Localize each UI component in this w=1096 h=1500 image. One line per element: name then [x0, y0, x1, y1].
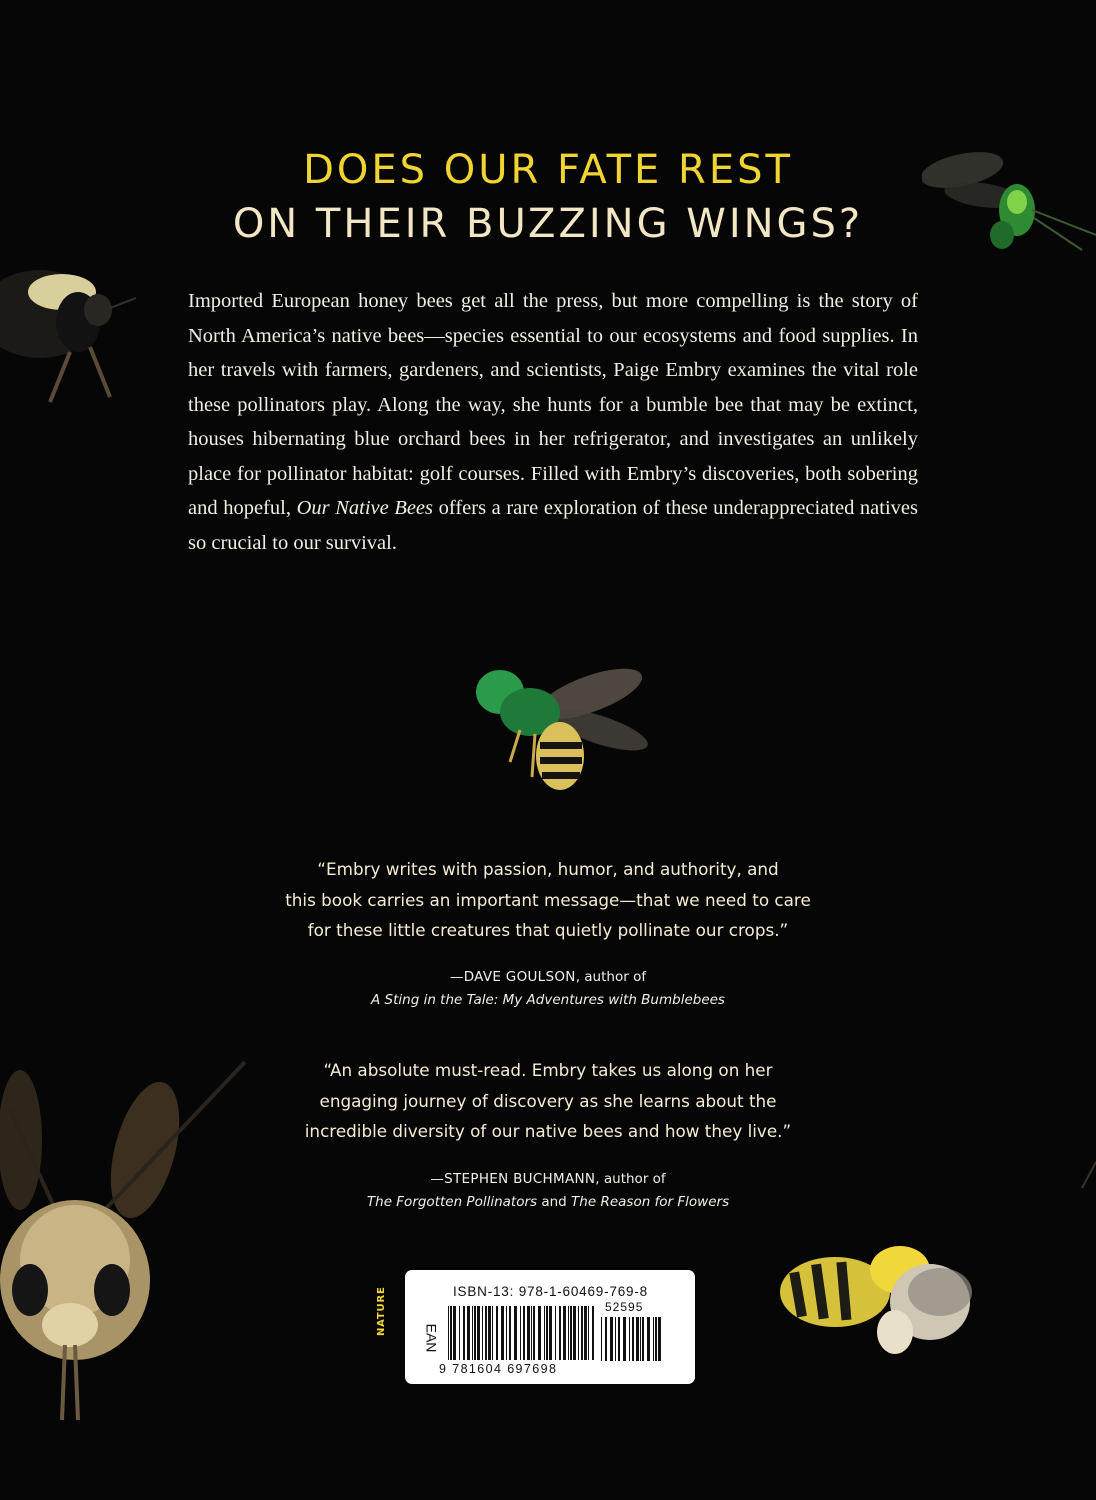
quote-line: this book carries an important message—that we need to care	[285, 889, 811, 910]
barcode-bar	[549, 1306, 552, 1360]
bumble-bee-left-image	[0, 262, 140, 414]
green-sweat-bee-image	[460, 652, 655, 804]
barcode-bar	[531, 1306, 532, 1360]
barcode-bar	[477, 1306, 480, 1360]
barcode-bar	[647, 1317, 650, 1361]
description-text-end: offers a rare exploration of these underappreciated natives so crucial to our survival.	[188, 497, 918, 554]
barcode-bar	[467, 1306, 470, 1360]
isbn-number: ISBN-13: 978-1-60469-769-8	[453, 1284, 648, 1299]
headline-line-1: DOES OUR FATE REST	[303, 147, 793, 193]
antenna-fragment-image	[1080, 1160, 1096, 1190]
barcode-bar	[601, 1317, 602, 1361]
barcode-bar	[610, 1317, 613, 1361]
endorser-name: —STEPHEN BUCHMANN	[430, 1171, 596, 1187]
quote-line: engaging journey of discovery as she learns about the	[319, 1090, 777, 1111]
barcode-bar	[573, 1306, 576, 1360]
barcode-bar	[488, 1306, 491, 1360]
barcode-bar	[482, 1306, 483, 1360]
endorsement-quote-2	[230, 1055, 866, 1147]
quote-line: “Embry writes with passion, humor, and authority, and	[317, 859, 779, 879]
barcode-bar	[642, 1317, 644, 1361]
barcode-bar	[472, 1306, 473, 1360]
barcode-bar	[546, 1306, 548, 1360]
endorser-work-1: The Forgotten Pollinators	[366, 1194, 538, 1210]
barcode-bar	[527, 1306, 530, 1360]
endorsement-attribution-1	[230, 966, 866, 1012]
description-text: Imported European honey bees get all the press, but more compelling is the story of North America’s native bees—species essential to our ecosystems and food supplies. In her travels with farmers, gardeners, and scientists, Paige Embry examines the vital role these pollinators play. Along the way, she hunts for a bumble bee that may be extinct, houses hibernating blue orchard bees in her refrigerator, and investigates an unlikely place for pollinator habitat: golf courses. Filled with Embry’s discoveries, both sobering and hopeful,	[188, 290, 918, 519]
endorser-work: A Sting in the Tale: My Adventures with Bumblebees	[371, 992, 725, 1008]
barcode-bar	[653, 1317, 654, 1361]
barcode-bar	[618, 1317, 620, 1361]
green-bee-flying-image	[922, 140, 1096, 260]
category-label: NATURE	[376, 1286, 387, 1336]
barcode-bar	[592, 1306, 594, 1360]
barcode-bar	[448, 1306, 449, 1360]
book-description	[188, 284, 918, 560]
barcode-bar	[636, 1317, 639, 1361]
yellow-bumble-bee-image	[775, 1232, 985, 1367]
barcode-bar	[570, 1306, 572, 1360]
barcode-bar	[509, 1306, 511, 1360]
barcode-bar	[538, 1306, 541, 1360]
barcode-box	[405, 1270, 695, 1384]
endorsement-quote-1	[230, 854, 866, 946]
barcode-bar	[563, 1306, 566, 1360]
barcode-bar	[578, 1306, 579, 1360]
barcode-bar	[492, 1306, 493, 1360]
quote-line: “An absolute must-read. Embry takes us along on her	[323, 1060, 773, 1080]
barcode-bar	[485, 1306, 487, 1360]
ean-barcode	[448, 1306, 598, 1360]
barcode-bar	[605, 1317, 607, 1361]
barcode-bar	[520, 1306, 521, 1360]
long-horned-bee-image	[0, 1050, 250, 1420]
barcode-bar	[544, 1306, 545, 1360]
barcode-bar	[615, 1317, 616, 1361]
endorser-works-conjunction: and	[537, 1194, 572, 1210]
barcode-bar	[623, 1317, 626, 1361]
barcode-bar	[629, 1317, 630, 1361]
barcode-bar	[581, 1306, 583, 1360]
barcode-bar	[459, 1306, 460, 1360]
barcode-bar	[453, 1306, 456, 1360]
quote-line: for these little creatures that quietly pollinate our crops.”	[307, 920, 789, 940]
barcode-bar	[506, 1306, 507, 1360]
barcode-bar	[450, 1306, 452, 1360]
barcode-bar	[658, 1317, 661, 1361]
barcode-bar	[533, 1306, 535, 1360]
barcode-bar	[474, 1306, 476, 1360]
book-title: Our Native Bees	[296, 497, 434, 519]
barcode-bar	[568, 1306, 569, 1360]
endorsement-attribution-2	[230, 1168, 866, 1214]
addon-digits: 52595	[605, 1300, 644, 1314]
barcode-bar	[559, 1306, 561, 1360]
endorser-name: —DAVE GOULSON	[449, 969, 576, 985]
barcode-bar	[514, 1306, 517, 1360]
addon-barcode	[601, 1317, 663, 1361]
barcode-bar	[496, 1306, 498, 1360]
ean-digits: 9 781604 697698	[439, 1362, 558, 1376]
barcode-bar	[463, 1306, 465, 1360]
endorser-role: , author of	[595, 1171, 666, 1187]
barcode-bar	[584, 1306, 587, 1360]
barcode-bar	[588, 1306, 589, 1360]
headline-line-2: ON THEIR BUZZING WINGS?	[232, 201, 864, 247]
barcode-bar	[632, 1317, 634, 1361]
barcode-bar	[655, 1317, 657, 1361]
barcode-bar	[523, 1306, 525, 1360]
endorser-work-2: The Reason for Flowers	[571, 1194, 730, 1210]
endorser-role: , author of	[575, 969, 647, 985]
quote-line: incredible diversity of our native bees and how they live.”	[304, 1121, 792, 1141]
barcode-bar	[555, 1306, 556, 1360]
ean-label: EAN	[423, 1323, 440, 1353]
barcode-bar	[501, 1306, 504, 1360]
barcode-bar	[640, 1317, 641, 1361]
